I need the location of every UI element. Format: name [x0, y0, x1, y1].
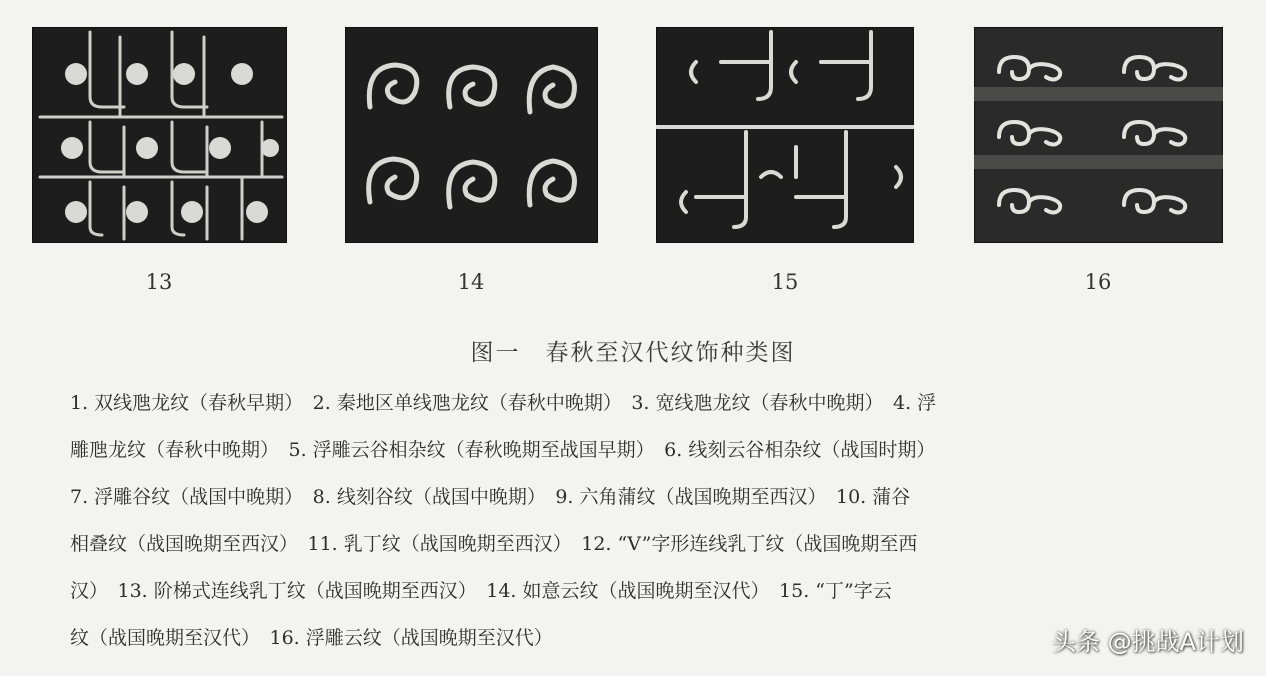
watermark: 头条 @挑战A计划 — [1051, 628, 1244, 656]
figure-title: 图一 春秋至汉代纹饰种类图 — [470, 340, 796, 366]
panel-number-15: 15 — [771, 270, 799, 294]
ruyi-cloud-pattern-image — [345, 27, 598, 243]
panel-number-14: 14 — [457, 270, 485, 294]
pattern-panel-14 — [345, 27, 598, 243]
pattern-panel-13 — [32, 27, 287, 243]
panel-number-16: 16 — [1084, 270, 1112, 294]
ladder-nipple-pattern-image — [32, 27, 287, 243]
relief-cloud-pattern-image — [974, 27, 1223, 243]
ding-character-pattern-image — [656, 27, 914, 243]
caption-line: 1. 双线虺龙纹（春秋早期） 2. 秦地区单线虺龙纹（春秋中晚期） 3. 宽线虺龙纹（春秋中晚期） 4. 浮 — [70, 392, 937, 414]
caption-line: 相叠纹（战国晚期至西汉） 11. 乳丁纹（战国晚期至西汉） 12. “V”字形连线乳丁纹（战国晚期至西 — [70, 533, 918, 555]
caption-line: 7. 浮雕谷纹（战国中晚期） 8. 线刻谷纹（战国中晚期） 9. 六角蒲纹（战国晚期至西汉） 10. 蒲谷 — [70, 486, 911, 508]
pattern-panel-15 — [656, 27, 914, 243]
caption-line: 雕虺龙纹（春秋中晚期） 5. 浮雕云谷相杂纹（春秋晚期至战国早期） 6. 线刻云谷相杂纹（战国时期） — [70, 439, 936, 461]
pattern-panel-16 — [974, 27, 1223, 243]
caption-line: 汉） 13. 阶梯式连线乳丁纹（战国晚期至西汉） 14. 如意云纹（战国晚期至汉代） 15. “丁”字云 — [70, 580, 892, 602]
caption-line: 纹（战国晚期至汉代） 16. 浮雕云纹（战国晚期至汉代） — [70, 627, 553, 649]
panel-number-13: 13 — [145, 270, 173, 294]
